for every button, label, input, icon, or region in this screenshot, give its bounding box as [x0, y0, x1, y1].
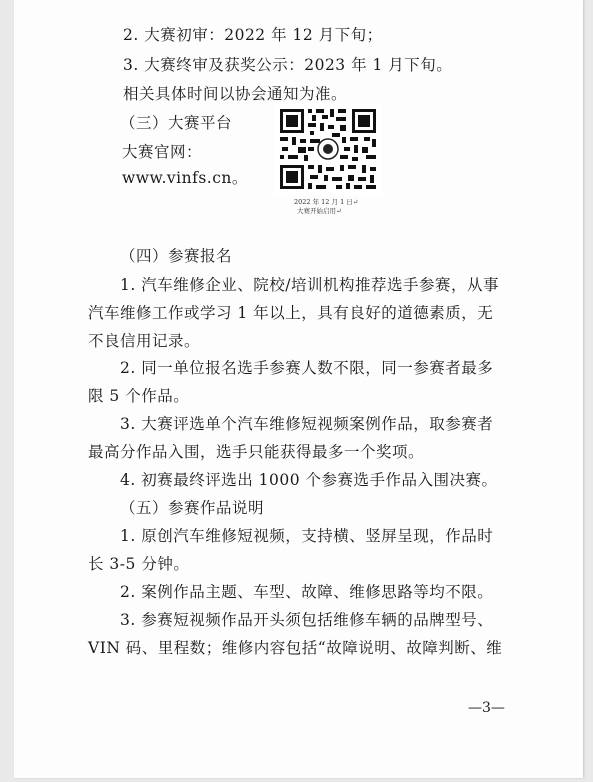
qr-caption-date: 2022 年 12 月 1 日↵ [294, 198, 359, 206]
text-line: 汽车维修工作或学习 1 年以上，具有良好的道德素质，无 [88, 304, 494, 322]
text-line: 2. 案例作品主题、车型、故障、维修思路等均不限。 [120, 583, 494, 601]
section-heading: （四）参赛报名 [120, 247, 233, 265]
page-number: —3— [468, 700, 505, 716]
text-line: 3. 参赛短视频作品开头须包括维修车辆的品牌型号、 [120, 611, 494, 629]
section-heading: （三）大赛平台 [120, 114, 233, 132]
text-line: 最高分作品入围，选手只能获得最多一个奖项。 [88, 443, 425, 461]
document-page [14, 0, 583, 778]
qr-caption-note: 大赛开始启用↵ [297, 207, 342, 215]
text-line: 长 3-5 分钟。 [88, 555, 190, 573]
text-line: 2. 大赛初审：2022 年 12 月下旬； [123, 26, 383, 44]
text-line: 3. 大赛评选单个汽车维修短视频案例作品，取参赛者 [120, 415, 494, 433]
text-line: 4. 初赛最终评选出 1000 个参赛选手作品入围决赛。 [120, 471, 498, 489]
text-line: 1. 汽车维修企业、院校/培训机构推荐选手参赛，从事 [120, 276, 499, 294]
text-line: 相关具体时间以协会通知为准。 [123, 85, 348, 103]
text-line: 3. 大赛终审及获奖公示：2023 年 1 月下旬。 [123, 56, 453, 74]
section-heading: （五）参赛作品说明 [120, 499, 265, 517]
text-line: VIN 码、里程数；维修内容包括“故障说明、故障判断、维 [88, 639, 503, 657]
text-line: 限 5 个作品。 [88, 387, 190, 405]
qr-code-image [274, 103, 382, 195]
text-line: 1. 原创汽车维修短视频，支持横、竖屏呈现，作品时 [120, 527, 494, 545]
website-url: www.vinfs.cn。 [122, 169, 248, 187]
text-line: 2. 同一单位报名选手参赛人数不限，同一参赛者最多 [120, 359, 494, 377]
text-line: 大赛官网： [122, 143, 203, 161]
text-line: 不良信用记录。 [88, 332, 201, 350]
